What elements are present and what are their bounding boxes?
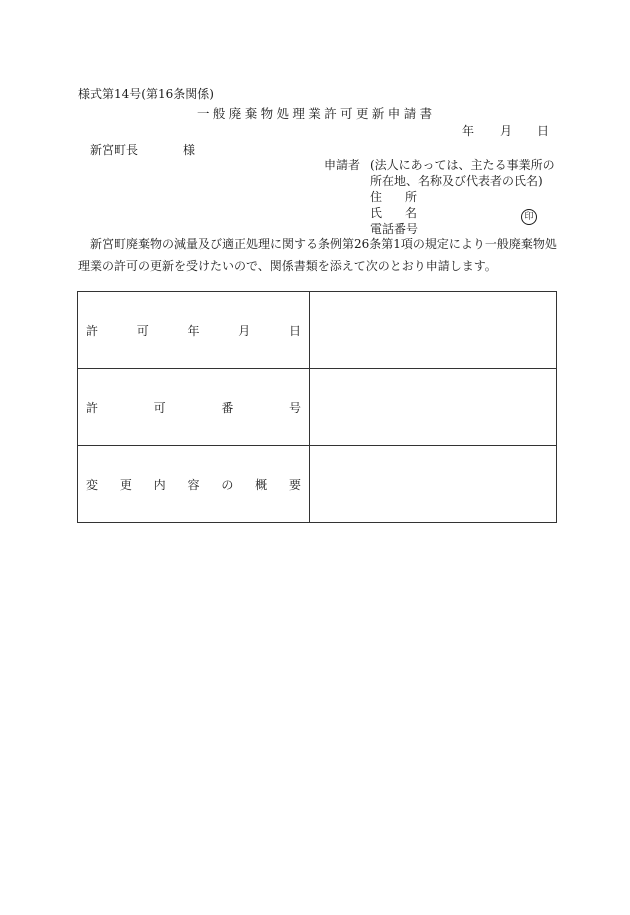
name-label-1: 氏 [370,206,383,220]
label-char: 可 [153,400,166,415]
label-char: 日 [288,323,301,338]
table-row [78,369,557,446]
body-line-2: 理業の許可の更新を受けたいので、関係書類を添えて次のとおり申請します。 [78,259,497,273]
label-char: の [221,477,234,492]
row-value-permit-number[interactable] [310,369,557,446]
applicant-label: 申請者 [324,158,361,172]
date-year-label: 年 [462,124,475,138]
application-table [77,291,557,523]
label-char: 変 [86,477,99,492]
document-title: 一般廃棄物処理業許可更新申請書 [197,106,436,121]
table-row [78,446,557,523]
label-char: 内 [153,477,166,492]
label-char: 年 [187,323,200,338]
name-label-2: 名 [405,206,418,220]
form-number: 様式第14号(第16条関係) [78,87,214,101]
address-label-2: 所 [405,190,418,204]
body-line-1: 新宮町廃棄物の減量及び適正処理に関する条例第26条第1項の規定により一般廃棄物処 [90,237,557,251]
label-char: 号 [288,400,301,415]
label-char: 許 [86,400,99,415]
applicant-note-line1: (法人にあっては、主たる事業所の [370,158,555,172]
date-day-label: 日 [537,124,550,138]
row-label-permit-date [78,292,310,369]
row-label-change-summary [78,446,310,523]
label-char: 月 [238,323,251,338]
seal-stamp-icon: 印 [521,209,537,225]
applicant-note-line2: 所在地、名称及び代表者の氏名) [370,174,543,188]
label-char: 要 [288,477,301,492]
label-char: 番 [221,400,234,415]
label-char: 許 [86,323,99,338]
label-char: 容 [187,477,200,492]
addressee-name: 新宮町長 [90,143,139,157]
label-char: 可 [136,323,149,338]
seal-mark [521,204,537,225]
row-value-permit-date[interactable] [310,292,557,369]
phone-label: 電話番号 [370,222,419,236]
address-label-1: 住 [370,190,383,204]
date-month-label: 月 [500,124,513,138]
label-char: 更 [119,477,132,492]
row-label-permit-number [78,369,310,446]
table-row [78,292,557,369]
addressee-honorific: 様 [183,143,196,157]
label-char: 概 [255,477,268,492]
row-value-change-summary[interactable] [310,446,557,523]
